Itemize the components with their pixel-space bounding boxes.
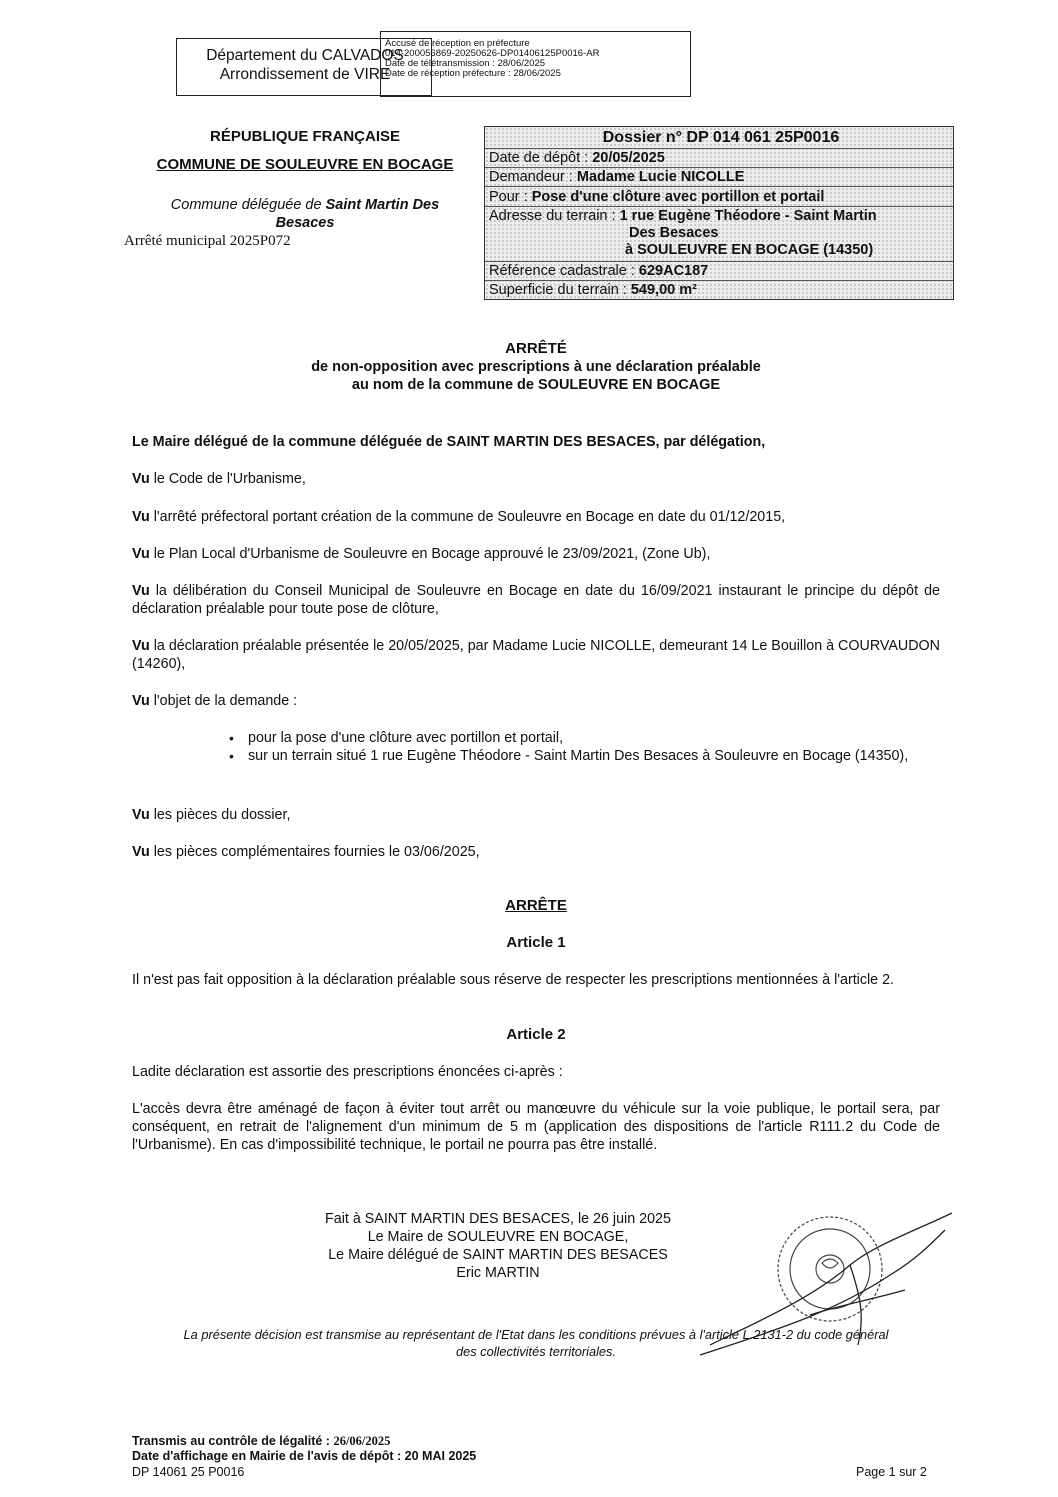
transmis-value: 26/06/2025	[333, 1434, 391, 1448]
commune-deleguee-prefix: Commune déléguée de	[170, 197, 326, 213]
arrete-municipal: Arrêté municipal 2025P072	[124, 233, 291, 249]
article1-text: Il n'est pas fait opposition à la déclaration préalable sous réserve de respecter les prescriptions mentionnées à l'article 2.	[132, 972, 895, 988]
legal-notice-line-2: des collectivités territoriales.	[455, 1344, 617, 1359]
superficie-label: Superficie du terrain :	[489, 282, 631, 298]
vu-item	[132, 843, 940, 861]
intro-bold: Le Maire délégué de la commune déléguée de SAINT MARTIN DES BESACES, par délégation,	[132, 434, 766, 450]
demandeur-label: Demandeur :	[489, 169, 577, 185]
vu-item	[132, 806, 940, 824]
arrondissement-line: Arrondissement de VIRE	[219, 66, 391, 83]
vu-word: Vu	[132, 844, 150, 860]
reception-stamp	[380, 31, 691, 97]
stamp-line: Date de télétransmission : 28/06/2025	[385, 58, 546, 69]
signature-name: Eric MARTIN	[456, 1265, 540, 1281]
list-item	[229, 729, 940, 747]
signature-line-2: Le Maire de SOULEUVRE EN BOCAGE,	[367, 1229, 629, 1245]
adresse-value-2: Des Besaces	[629, 225, 719, 241]
signature-line-1: Fait à SAINT MARTIN DES BESACES, le 26 juin 2025	[325, 1211, 671, 1227]
republic-title: RÉPUBLIQUE FRANÇAISE	[209, 128, 400, 145]
dossier-title: Dossier n° DP 014 061 25P0016	[485, 127, 953, 149]
vu-item	[132, 508, 940, 526]
arrete-subtitle-2: au nom de la commune de SOULEUVRE EN BOCAGE	[351, 377, 721, 393]
vu-text: les pièces complémentaires fournies le 03/06/2025,	[149, 844, 480, 860]
bullet-text: pour la pose d'une clôture avec portillon et portail,	[248, 730, 564, 746]
dossier-box	[484, 126, 954, 300]
superficie-value: 549,00 m²	[630, 282, 697, 298]
vu-text: les pièces du dossier,	[149, 807, 291, 823]
dossier-cadastre	[485, 262, 953, 281]
arrete-heading-text: ARRÊTE	[505, 897, 567, 914]
depot-label: Date de dépôt :	[489, 150, 593, 166]
dossier-adresse	[485, 207, 953, 262]
vu-word: Vu	[132, 693, 150, 709]
bullet-text: sur un terrain situé 1 rue Eugène Théodore - Saint Martin Des Besaces à Souleuvre en Bocage (14350),	[248, 748, 909, 764]
adresse-value-3: à SOULEUVRE EN BOCAGE (14350)	[625, 242, 874, 258]
stamp-line: Date de réception préfecture : 28/06/2025	[385, 68, 561, 79]
demandeur-value: Madame Lucie NICOLLE	[576, 169, 745, 185]
arrete-heading	[132, 897, 940, 914]
vu-text: l'arrêté préfectoral portant création de la commune de Souleuvre en Bocage en date du 01/12/2015,	[149, 509, 786, 525]
commune-deleguee	[150, 196, 460, 232]
arrete-title: ARRÊTÉ	[505, 340, 567, 357]
commune-deleguee-name: Saint Martin Des Besaces	[275, 197, 440, 231]
pour-label: Pour :	[489, 189, 532, 205]
vu-item	[132, 637, 940, 673]
vu-text: le Plan Local d'Urbanisme de Souleuvre en Bocage approuvé le 23/09/2021, (Zone Ub),	[149, 546, 711, 562]
vu-word: Vu	[132, 471, 150, 487]
bullet-icon: •	[229, 730, 234, 746]
legal-notice	[132, 1326, 940, 1360]
commune-title: COMMUNE DE SOULEUVRE EN BOCAGE	[156, 156, 454, 173]
article2-title: Article 2	[506, 1026, 566, 1043]
official-seal	[778, 1217, 882, 1321]
dossier-pour	[485, 187, 953, 207]
vu-item	[132, 582, 940, 618]
signature-line-3: Le Maire délégué de SAINT MARTIN DES BESACES	[328, 1247, 668, 1263]
vu-text: le Code de l'Urbanisme,	[149, 471, 306, 487]
vu-word: Vu	[132, 509, 150, 525]
stamp-line: Accusé de réception en préfecture	[385, 38, 530, 49]
vu-word: Vu	[132, 807, 150, 823]
footer-reference: DP 14061 25 P0016	[132, 1465, 245, 1479]
footer-transmis	[132, 1434, 390, 1449]
page-number: Page 1 sur 2	[856, 1465, 927, 1479]
vu-word: Vu	[132, 638, 150, 654]
footer-affichage: Date d'affichage en Mairie de l'avis de dépôt : 20 MAI 2025	[132, 1449, 477, 1463]
pour-value: Pose d'une clôture avec portillon et portail	[531, 189, 825, 205]
article1-title: Article 1	[506, 934, 566, 951]
article2-text-2: L'accès devra être aménagé de façon à éviter tout arrêt ou manœuvre du véhicule sur la voie publique, le portail sera, par conséquent, en retrait de l'alignement d'un minimum de 5 m (application des dispositions de l'article R111.2 du Code de l'Urbanisme). En cas d'impossibilité technique, le portail ne pourra pas être installé.	[132, 1101, 940, 1153]
vu-word: Vu	[132, 546, 150, 562]
depot-value: 20/05/2025	[592, 150, 665, 166]
adresse-label: Adresse du terrain :	[489, 208, 620, 224]
stamp-line: 014-200056869-20250626-DP01406125P0016-AR	[385, 48, 600, 59]
vu-text: la délibération du Conseil Municipal de Souleuvre en Bocage en date du 16/09/2021 instaurant le principe du dépôt de déclaration préalable pour toute pose de clôture,	[132, 583, 940, 617]
vu-word: Vu	[132, 583, 150, 599]
vu-item	[132, 545, 940, 563]
vu-text: la déclaration préalable présentée le 20/05/2025, par Madame Lucie NICOLLE, demeurant 14 Le Bouillon à COURVAUDON (14260),	[132, 638, 940, 672]
vu-text: l'objet de la demande :	[149, 693, 298, 709]
transmis-label: Transmis au contrôle de légalité :	[132, 1434, 334, 1448]
cadastre-value: 629AC187	[638, 263, 709, 279]
dossier-depot	[485, 149, 953, 168]
department-line: Département du CALVADOS	[206, 47, 404, 64]
adresse-value-1: 1 rue Eugène Théodore - Saint Martin	[619, 208, 877, 224]
vu-item	[132, 692, 940, 710]
intro-text	[132, 433, 940, 451]
dossier-demandeur	[485, 168, 953, 187]
cadastre-label: Référence cadastrale :	[489, 263, 639, 279]
legal-notice-line-1: La présente décision est transmise au représentant de l'Etat dans les conditions prévues à l'article L.2131-2 du code général	[183, 1327, 889, 1342]
bullet-list	[229, 729, 940, 765]
dossier-superficie	[485, 281, 953, 299]
vu-item	[132, 470, 940, 488]
article2-text-1: Ladite déclaration est assortie des prescriptions énoncées ci-après :	[132, 1064, 563, 1080]
list-item	[229, 747, 940, 765]
arrete-subtitle-1: de non-opposition avec prescriptions à une déclaration préalable	[311, 359, 761, 375]
bullet-icon: •	[229, 748, 234, 764]
